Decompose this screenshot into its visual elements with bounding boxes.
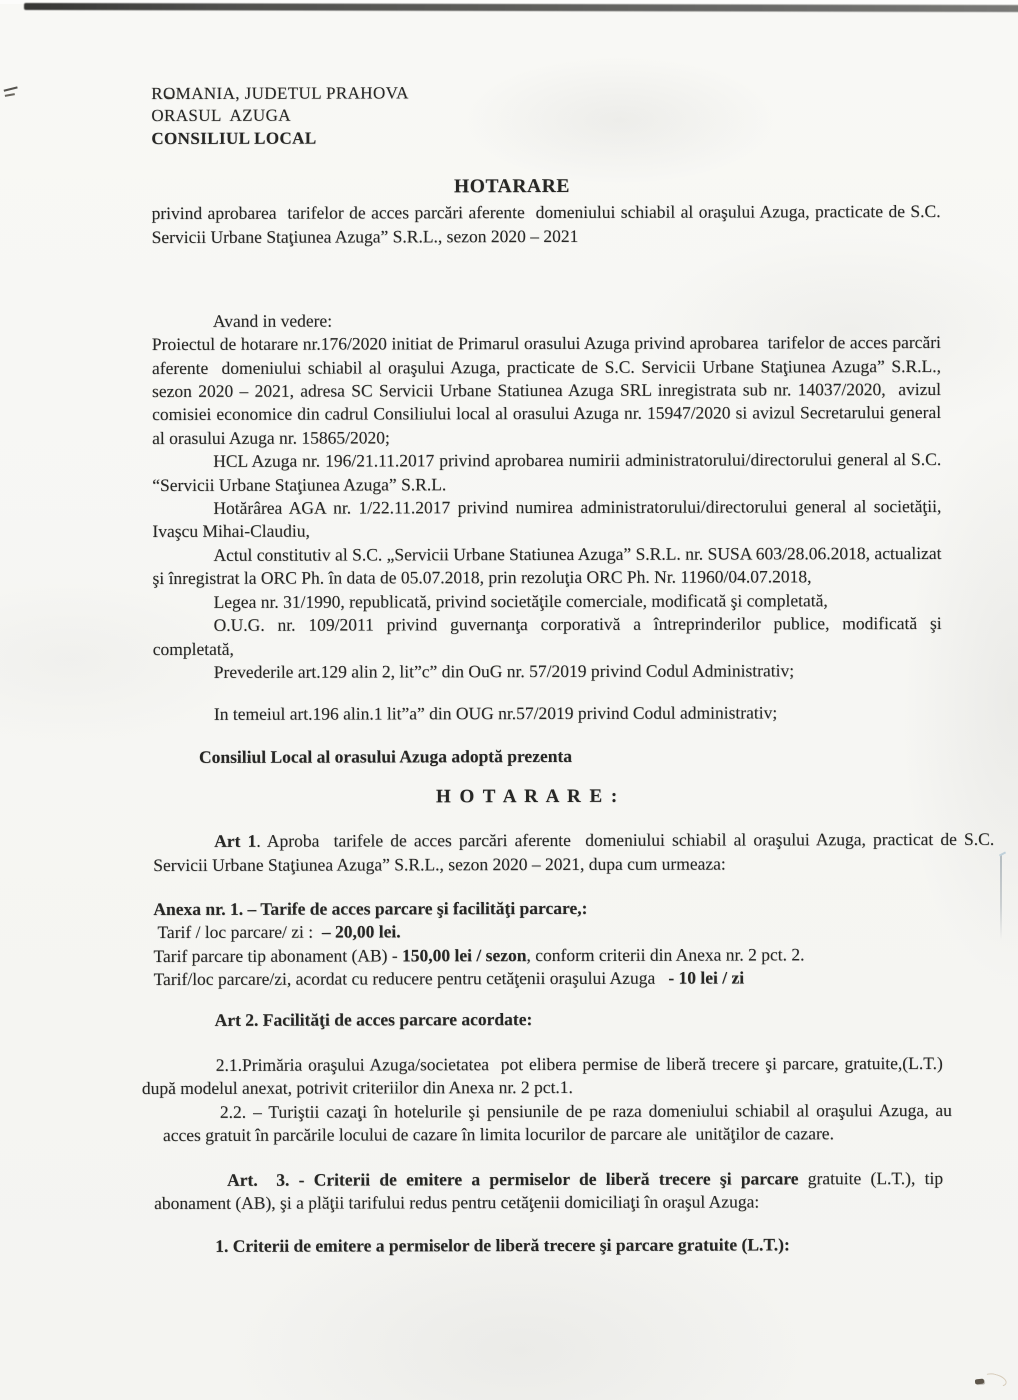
article-3-text: gratuite (L.T.), tip abonament (AB), şi a plăţii tarifului redus pentru cetăţenii domiciliaţi în oraşul Azuga: [154, 1167, 948, 1214]
tarif-zi-value: – 20,00 lei. [321, 921, 401, 942]
tarif-abonament-label: Tarif parcare tip abonament (AB) - [153, 945, 403, 966]
tarif-abonament [153, 943, 942, 968]
page-edge-fold [998, 845, 1018, 940]
article-2-heading: Art 2. Facilităţi de acces parcare acordate: [214, 1008, 533, 1030]
letterhead-line-3: CONSILIUL LOCAL [151, 128, 317, 148]
preamble-item-hcl: HCL Azuga nr. 196/21.11.2017 privind aprobarea numirii administratorului/directorului general al S.C. “Servicii Urbane Staţiunea Azuga” S.R.L. [152, 449, 946, 495]
tarif-abonament-suffix: , conform criterii din Anexa nr. 2 pct. 2. [526, 944, 805, 965]
article-2-2: 2.2. – Turiştii cazaţi în hotelurile şi pensiunile de pe raza domeniului schiabil al oraşului Azuga, au acces gratuit în parcările locului de cazare în limita locurilor de parcare ale unităţilor de cazare. [162, 1099, 957, 1146]
tarif-abonament-value: 150,00 lei / sezon [402, 944, 527, 966]
article-1-text: . Aproba tarifele de acces parcări aferente domeniului schiabil al oraşului Azuga, practicat de S.C. Servicii Urbane Staţiunea Azuga” S.R.L., sezon 2020 – 2021, dupa cum urmeaza: [153, 828, 999, 875]
article-3-label: Art. 3. - Criterii de emitere a permiselor de liberă trecere şi parcare [227, 1167, 808, 1190]
letterhead-line-2: ORASUL AZUGA [151, 106, 291, 126]
tarif-redus [154, 966, 943, 991]
article-1-label: Art 1 [214, 830, 257, 851]
preamble-intro: Avand in vedere: [212, 310, 333, 331]
preamble-item-prevederi: Prevederile art.129 alin 2, lit”c” din OuG nr. 57/2019 privind Codul Administrativ; [213, 660, 795, 682]
article-1 [153, 828, 999, 877]
preamble-item-oug: O.U.G. nr. 109/2011 privind guvernanţa corporativă a întreprinderilor publice, modificată şi completată, [152, 613, 947, 659]
tarif-loc-parcare-zi [153, 919, 942, 944]
enacting-formula: Consiliul Local al orasului Azuga adoptă prezenta [198, 745, 573, 767]
decision-heading: H O T A R A R E : [435, 785, 620, 808]
preamble-item-act-constitutiv: Actul constitutiv al S.C. „Servicii Urbane Statiunea Azuga” S.R.L. nr. SUSA 603/28.06.2018, actualizat şi înregistrat la ORC Ph. în data de 05.07.2018, prin rezoluţia ORC Ph. Nr. 11960/04.07.2018, [152, 542, 946, 589]
letterhead-line-1: ROMANIA, JUDETUL PRAHOVA [151, 83, 409, 104]
preamble-item-proiect: Proiectul de hotarare nr.176/2020 initiat de Primarul orasului Azuga privind aprobarea tarifelor de acces parcări aferente domeniului schiabil al oraşului Azuga, practicate de S.C. Servicii Urbane Staţiunea Azuga” S.R.L., sezon 2020 – 2021, adresa SC Servicii Urbane Statiunea Azuga SRL inregistrata sub nr. 14037/2020, avizul comisiei economice din cadrul Consiliului local al orasului Azuga nr. 15947/2020 si avizul Secretarului general al orasului Azuga nr. 15865/2020; [151, 332, 946, 448]
pen-mark [4, 86, 22, 98]
preamble-item-temei: In temeiul art.196 alin.1 lit”a” din OUG nr.57/2019 privind Codul administrativ; [213, 702, 778, 725]
document-content [141, 0, 999, 1259]
ink-smudge [975, 1374, 1009, 1390]
anexa-1-heading: Anexa nr. 1. – Tarife de acces parcare şi facilităţi parcare,: [153, 897, 588, 919]
tarif-zi-label: Tarif / loc parcare/ zi : [157, 921, 322, 943]
document-subtitle: privind aprobarea tarifelor de acces parcări aferente domeniului schiabil al oraşului Azuga, practicate de S.C. Servicii Urbane Staţiunea Azuga” S.R.L., sezon 2020 – 2021 [151, 201, 945, 248]
preamble-item-aga: Hotărârea AGA nr. 1/22.11.2017 privind numirea administratorului/directorului general al societăţii, Ivaşcu Mihai-Claudiu, [152, 496, 946, 542]
letterhead [151, 0, 940, 150]
article-2-1: 2.1.Primăria oraşului Azuga/societatea pot elibera permise de liberă trecere şi parcare, gratuite,(L.T.) după modelul anexat, potrivit criteriilor din Anexa nr. 2 pct.1. [141, 1052, 948, 1099]
tarif-redus-label: Tarif/loc parcare/zi, acordat cu reducere pentru cetăţenii oraşului Azuga [153, 967, 669, 990]
preamble-item-legea: Legea nr. 31/1990, republicată, privind societăţile comerciale, modificată şi completată, [213, 589, 828, 612]
criteria-heading: 1. Criterii de emitere a permiselor de liberă trecere şi parcare gratuite (L.T.): [215, 1234, 790, 1257]
document-title: HOTARARE [453, 176, 571, 198]
tarif-redus-value: - 10 lei / zi [668, 967, 745, 988]
article-3 [154, 1167, 948, 1216]
